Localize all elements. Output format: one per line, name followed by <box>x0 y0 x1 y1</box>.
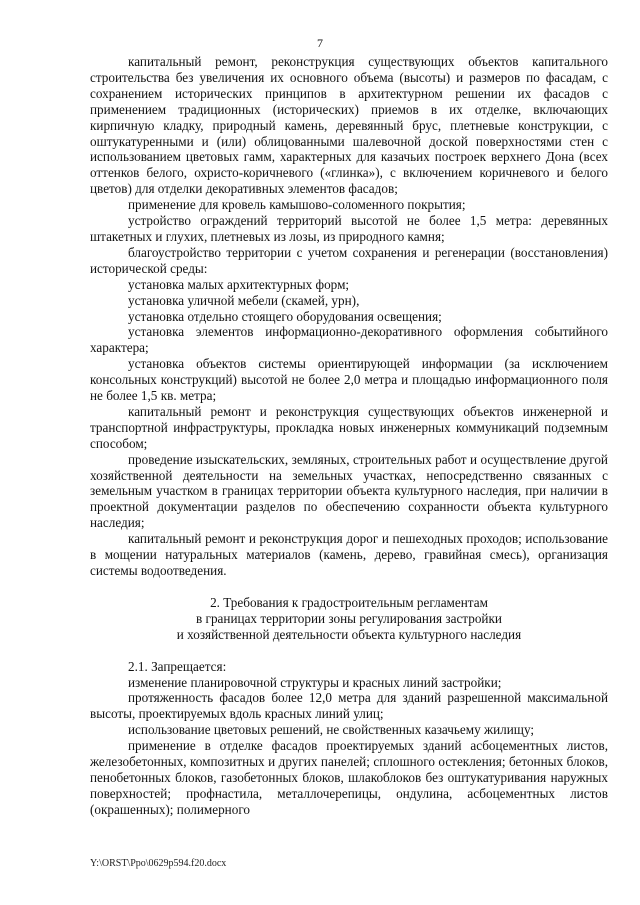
paragraph: установка элементов информационно-декоративного оформления событийного характера; <box>90 324 608 356</box>
paragraph: благоустройство территории с учетом сохранения и регенерации (восстановления) исторической среды: <box>90 244 608 276</box>
paragraph: установка объектов системы ориентирующей информации (за исключением консольных конструкций) высотой не более 2,0 метра и площадью информационного поля не более 1,5 кв. метра; <box>90 356 608 404</box>
page-number: 7 <box>317 36 323 50</box>
paragraph: установка отдельно стоящего оборудования освещения; <box>128 308 442 324</box>
paragraph: устройство ограждений территорий высотой не более 1,5 метра: деревянных штакетных и глухих, плетневых из лозы, из природного камня; <box>90 213 608 244</box>
footer-file-path: Y:\ORST\Ppo\0629p594.f20.docx <box>90 858 227 869</box>
paragraph: капитальный ремонт, реконструкция существующих объектов капитального строительства без увеличения их основного объема (высоты) и размеров по фасадам, с сохранением исторических принципов в архитектурном решении их фасадов с применением традиционных (исторических) приемов в их отделке, включающих кирпичную кладку, природный камень, деревянный брус, плетневые конструкции, с оштукатуренными и (или) облицованными шалевочной доской поверхностями стен с использованием цветовых гамм, характерных для казачьих построек верхнего Дона (всех оттенков белого, охристо-коричневого («глинка»), с включением коричневого и белого цветов) для отделки декоративных элементов фасадов; <box>90 54 608 197</box>
paragraph: установка малых архитектурных форм; <box>128 276 350 292</box>
section-heading-line-1: 2. Требования к градостроительным регламентам <box>210 594 488 610</box>
paragraph: применение для кровель камышово-соломенного покрытия; <box>128 197 466 213</box>
paragraph: проведение изыскательских, земляных, строительных работ и осуществление другой хозяйственной деятельности на земельных участках, непосредственно связанных с земельным участком в границах территории объекта культурного наследия, при наличии в проектной документации разделов по обеспечению сохранности объекта культурного наследия; <box>90 451 608 531</box>
paragraph: изменение планировочной структуры и красных линий застройки; <box>128 674 502 690</box>
paragraph: применение в отделке фасадов проектируемых зданий асбоцементных листов, железобетонных, композитных и других панелей; сплошного остекления; бетонных блоков, пенобетонных блоков, газобетонных блоков, шлакоблоков без оштукатуривания наружных поверхностей; профнастила, металлочерепицы, ондулина, асбоцементных листов (окрашенных); полимерного <box>90 738 608 817</box>
paragraph: капитальный ремонт и реконструкция существующих объектов инженерной и транспортной инфраструктуры, прокладка новых инженерных коммуникаций подземным способом; <box>90 403 608 451</box>
paragraph: установка уличной мебели (скамей, урн), <box>128 292 360 308</box>
section-heading <box>90 595 608 643</box>
paragraph: использование цветовых решений, не свойственных казачьему жилищу; <box>128 722 535 738</box>
paragraph: капитальный ремонт и реконструкция дорог и пешеходных проходов; использование в мощении натуральных материалов (камень, дерево, гравийная смесь), организация системы водоотведения. <box>90 531 608 578</box>
paragraph: протяженность фасадов более 12,0 метра для зданий разрешенной максимальной высоты, проектируемых вдоль красных линий улиц; <box>90 690 608 722</box>
document-body <box>90 54 608 818</box>
section-heading-line-3: и хозяйственной деятельности объекта культурного наследия <box>176 626 522 642</box>
subsection-title: 2.1. Запрещается: <box>128 658 227 674</box>
section-heading-line-2: в границах территории зоны регулирования застройки <box>196 610 502 626</box>
